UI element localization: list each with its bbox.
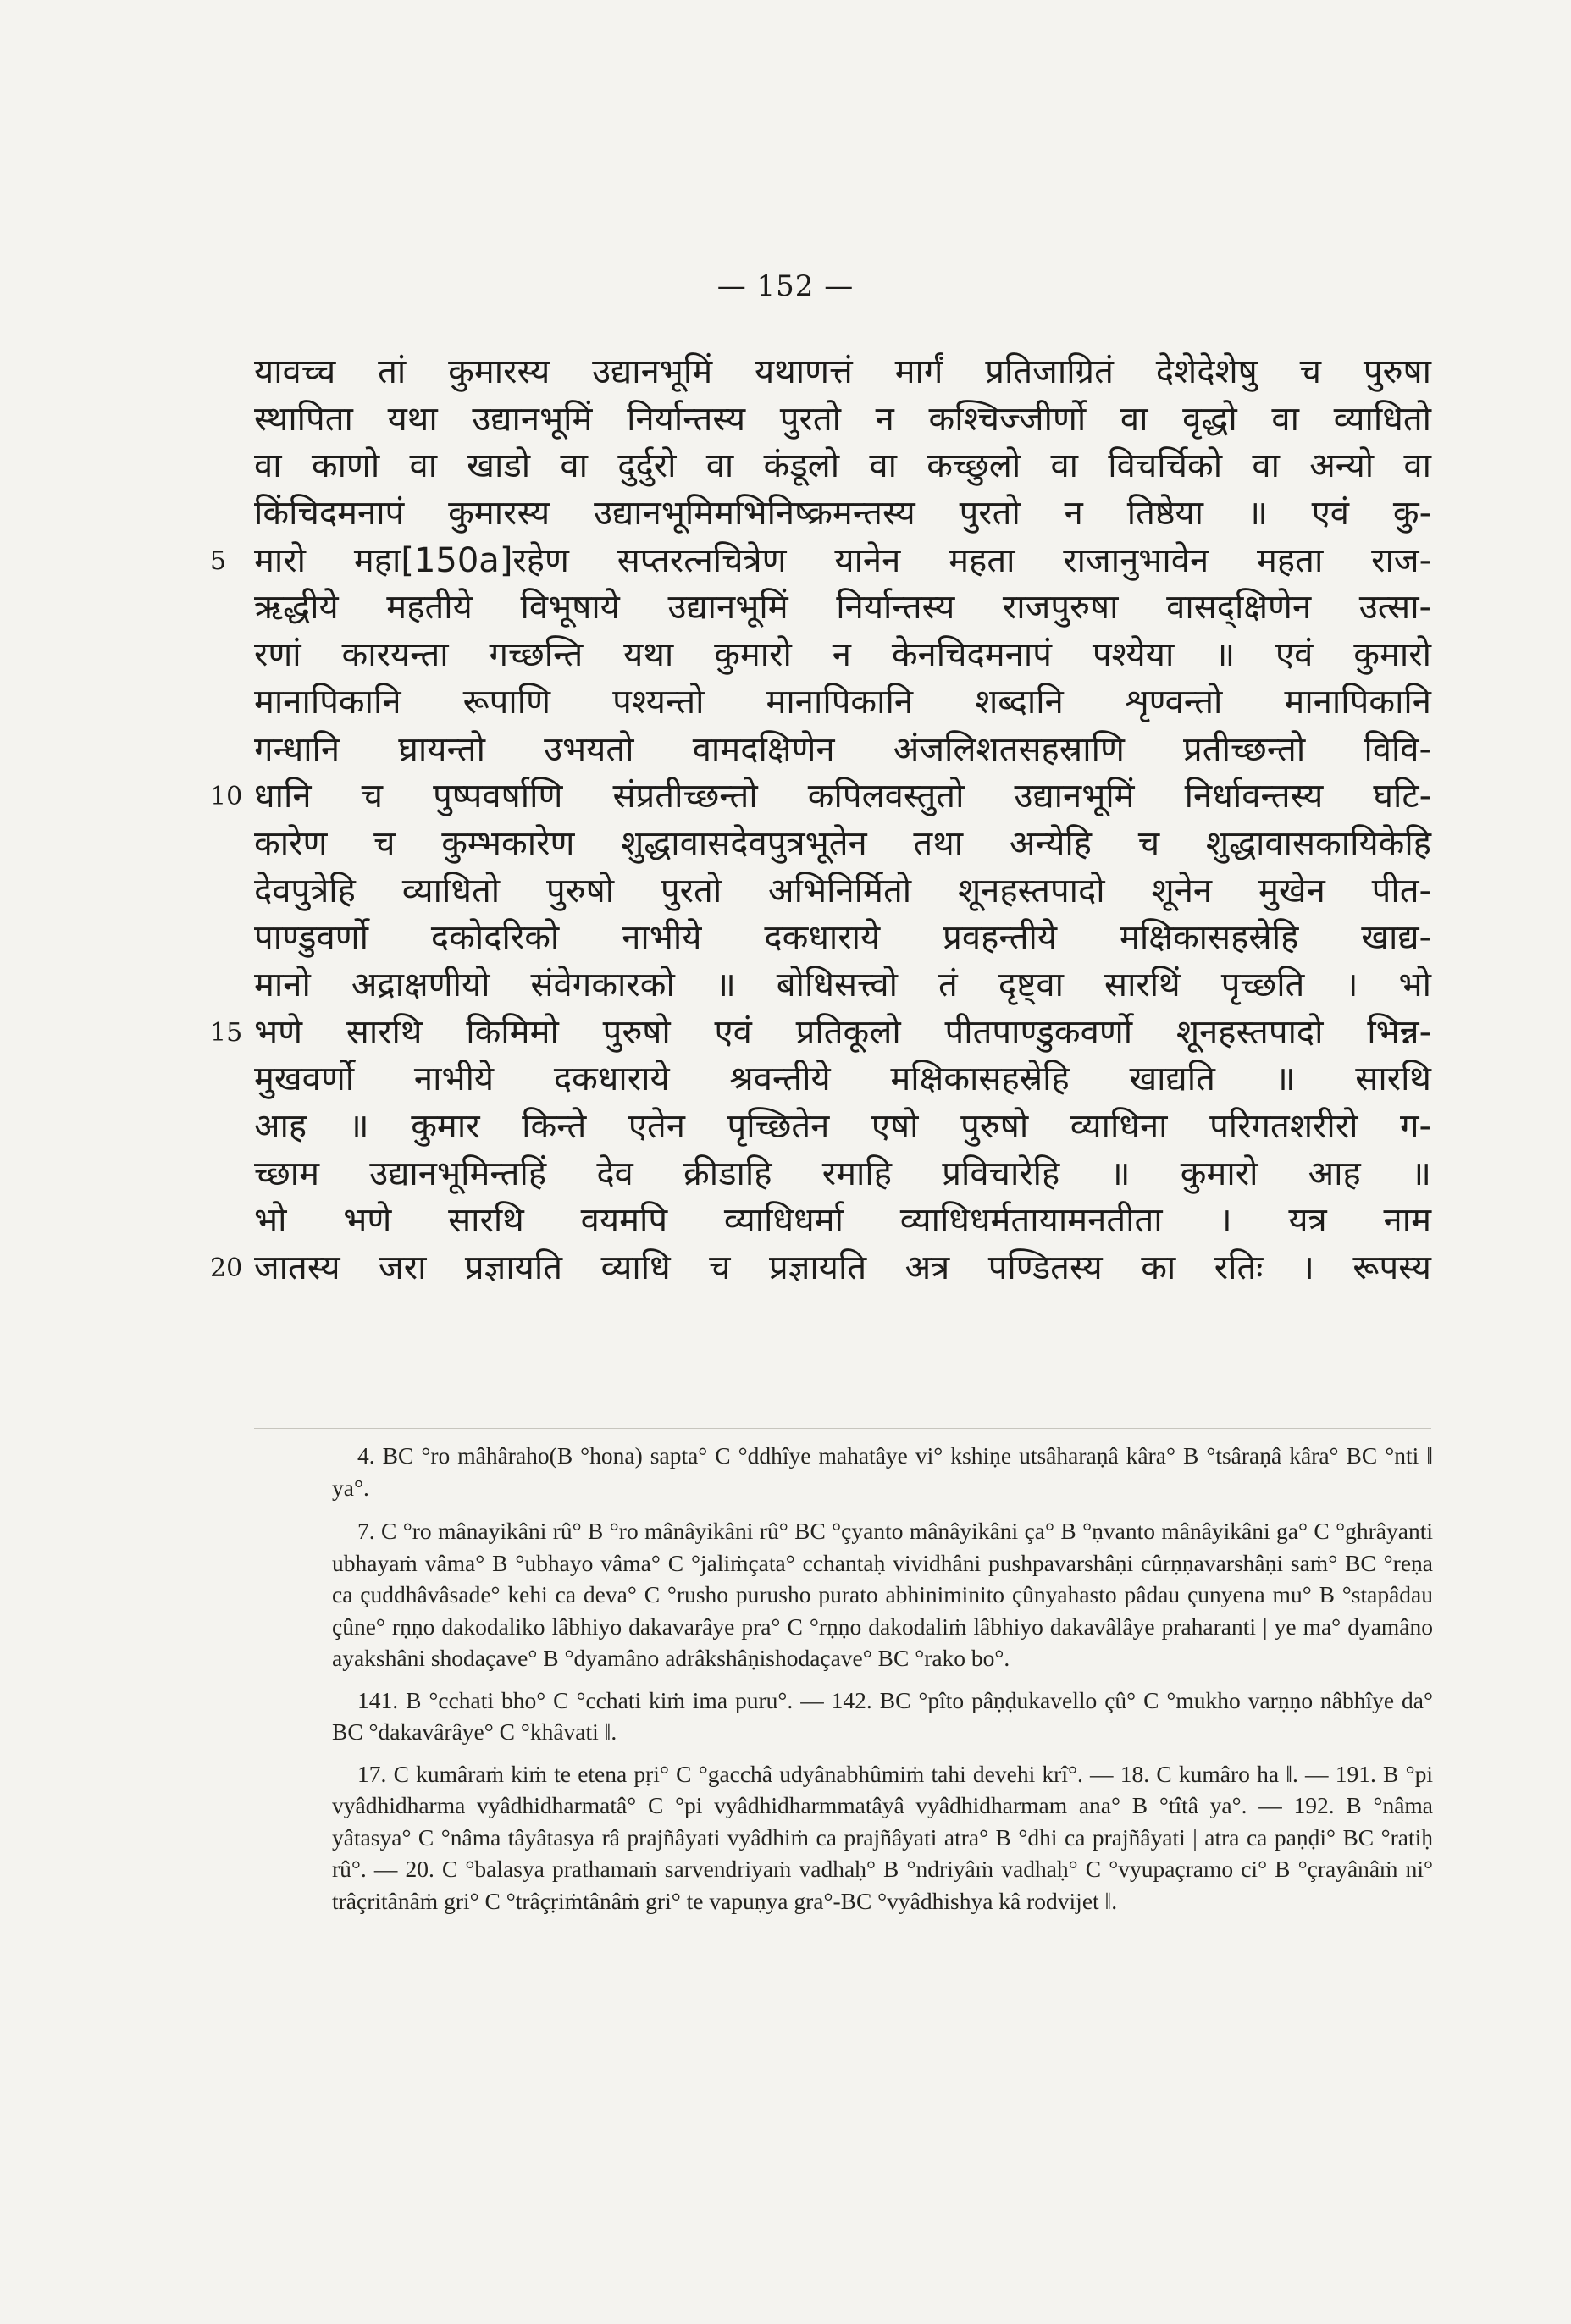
line-text: मुखवर्णो नाभीये दकधाराये श्रवन्तीये मक्षिकासहस्रेहि खाद्यति ॥ सारथि xyxy=(254,1060,1431,1099)
critical-apparatus xyxy=(332,1440,1433,1927)
line-text: रणां कारयन्ता गच्छन्ति यथा कुमारो न केनचिदमनापं पश्येया ॥ एवं कुमारो xyxy=(254,635,1431,675)
text-line xyxy=(254,727,1431,774)
line-text: भो भणे सारथि वयमपि व्याधिधर्मा व्याधिधर्मतायामनतीता । यत्र नाम xyxy=(254,1201,1431,1241)
line-text: वा काणो वा खाडो वा दुर्दुरो वा कंडूलो वा कच्छुलो वा विचर्चिको वा अन्यो वा xyxy=(254,446,1431,486)
line-number: 20 xyxy=(210,1253,243,1284)
text-line xyxy=(254,915,1431,962)
line-text: आह ॥ कुमार किन्ते एतेन पृच्छितेन एषो पुरुषो व्याधिना परिगतशरीरो ग- xyxy=(254,1107,1431,1146)
line-text: देवपुत्रेहि व्याधितो पुरुषो पुरतो अभिनिर्मितो शूनहस्तपादो शूनेन मुखेन पीत- xyxy=(254,871,1431,910)
text-line xyxy=(254,490,1431,538)
text-line xyxy=(210,538,1431,585)
footnote-divider xyxy=(254,1428,1431,1429)
text-line xyxy=(254,868,1431,916)
page-number: — 152 — xyxy=(716,269,855,303)
line-number: 5 xyxy=(210,545,227,576)
line-text: धानि च पुष्पवर्षाणि संप्रतीच्छन्तो कपिलवस्तुतो उद्यानभूमिं निर्धावन्तस्य घटि- xyxy=(254,777,1431,816)
footnote: 17. C kumâraṁ kiṁ te etena pṛi° C °gacchâ udyânabhûmiṁ tahi devehi krî°. — 18. C kumâro ha ‖. — 191. B °pi vyâdhidharma vyâdhidharmatâ° C °pi vyâdhidharmmatâyâ vyâdhidharmam ana° B °tîtâ ya°. — 192. B °nâma yâtasya° C °nâma tâyâtasya râ prajñâyati vyâdhiṁ ca prajñâyati atra° B °dhi ca prajñâyati | atra ca paṇḍi° BC °ratiḥ rû°. — 20. C °balasya prathamaṁ sarvendriyaṁ vadhaḥ° B °ndriyâṁ vadhaḥ° C °vyupaçramo ci° B °çrayânâṁ ni° trâçritânâṁ gri° C °trâçṛiṁtânâṁ gri° te vapuṇya gra°-BC °vyâdhishya kâ rodvijet ‖. xyxy=(332,1760,1433,1914)
line-text: कारेण च कुम्भकारेण शुद्धावासदेवपुत्रभूतेन तथा अन्येहि च शुद्धावासकायिकेहि xyxy=(254,823,1431,863)
text-line xyxy=(254,443,1431,490)
footnote: 4. BC °ro mâhâraho(B °hona) sapta° C °ddhîye mahatâye vi° kshiṇe utsâharaṇâ kâra° B °tsâraṇâ kâra° BC °nti ‖ ya°. xyxy=(332,1442,1433,1501)
line-text: मारो महा[150a]रहेण सप्तरत्नचित्रेण यानेन महता राजानुभावेन महता राज- xyxy=(254,540,1431,580)
line-text: जातस्य जरा प्रज्ञायति व्याधि च प्रज्ञायति अत्र पण्डितस्य का रतिः । रूपस्य xyxy=(254,1248,1431,1288)
text-line xyxy=(254,632,1431,679)
text-line xyxy=(210,773,1431,821)
text-line xyxy=(254,1104,1431,1151)
text-line xyxy=(254,396,1431,444)
text-line xyxy=(254,584,1431,632)
footnote: 7. C °ro mânayikâni rû° B °ro mânâyikâni rû° BC °çyanto mânâyikâni ça° B °ṇvanto mânâyikâni ga° C °ghrâyanti ubhayaṁ vâma° B °ubhayo vâma° C °jaliṁçata° cchantaḥ vividhâni pushpavarshâṇi cûrṇṇavarshâṇi saṁ° BC °reṇa ca çuddhâvâsade° kehi ca deva° C °rusho purusho purato abhiniminito çûnyahasto pâdau çunyena mu° B °stapâdau çûne° rṇṇo dakodaliko lâbhiyo dakavarâye pra° C °rṇṇo dakodaliṁ lâbhiyo dakavâlâye praharanti | ye ma° dyamâno ayakshâni shodaçave° B °dyamâno adrâkshâṇishodaçave° BC °rako bo°. xyxy=(332,1518,1433,1671)
line-text: किंचिदमनापं कुमारस्य उद्यानभूमिमभिनिष्क्रमन्तस्य पुरतो न तिष्ठेया ॥ एवं कु- xyxy=(254,494,1431,534)
text-line xyxy=(254,1151,1431,1198)
line-number: 10 xyxy=(210,782,243,812)
line-text: मानो अद्राक्षणीयो संवेगकारको ॥ बोधिसत्त्वो तं दृष्ट्वा सारथिं पृच्छति । भो xyxy=(254,965,1431,1004)
line-text: गन्धानि घ्रायन्तो उभयतो वामदक्षिणेन अंजलिशतसहस्राणि प्रतीच्छन्तो विवि- xyxy=(254,729,1431,769)
sanskrit-text-block xyxy=(210,349,1431,1292)
line-text: यावच्च तां कुमारस्य उद्यानभूमिं यथाणत्तं मार्गं प्रतिजाग्रितं देशेदेशेषु च पुरुषा xyxy=(254,352,1431,391)
text-line xyxy=(210,1010,1431,1057)
line-text: स्थापिता यथा उद्यानभूमिं निर्यान्तस्य पुरतो न कश्चिज्जीर्णो वा वृद्धो वा व्याधितो xyxy=(254,399,1431,439)
text-line xyxy=(254,821,1431,868)
line-number: 15 xyxy=(210,1017,243,1048)
text-line xyxy=(254,349,1431,396)
text-line xyxy=(254,962,1431,1010)
line-text: मानापिकानि रूपाणि पश्यन्तो मानापिकानि शब्दानि शृण्वन्तो मानापिकानि xyxy=(254,682,1431,722)
text-line xyxy=(254,679,1431,727)
footnote: 141. B °cchati bho° C °cchati kiṁ ima puru°. — 142. BC °pîto pâṇḍukavello çû° C °mukho varṇṇo nâbhîye da° BC °dakavârâye° C °khâvati ‖. xyxy=(332,1686,1433,1745)
line-text: पाण्डुवर्णो दकोदरिको नाभीये दकधाराये प्रवहन्तीये मक्षिकासहस्रेहि खाद्य- xyxy=(254,918,1431,958)
text-line xyxy=(254,1056,1431,1104)
line-text: भणे सारथि किमिमो पुरुषो एवं प्रतिकूलो पीतपाण्डुकवर्णो शूनहस्तपादो भिन्न- xyxy=(254,1012,1431,1052)
text-line xyxy=(210,1245,1431,1292)
line-text: ऋद्धीये महतीये विभूषाये उद्यानभूमिं निर्यान्तस्य राजपुरुषा वासद्क्षिणेन उत्सा- xyxy=(254,588,1431,628)
line-text: च्छाम उद्यानभूमिन्तहिं देव क्रीडाहि रमाहि प्रविचारेहि ॥ कुमारो आह ॥ xyxy=(254,1154,1431,1193)
text-line xyxy=(254,1198,1431,1245)
